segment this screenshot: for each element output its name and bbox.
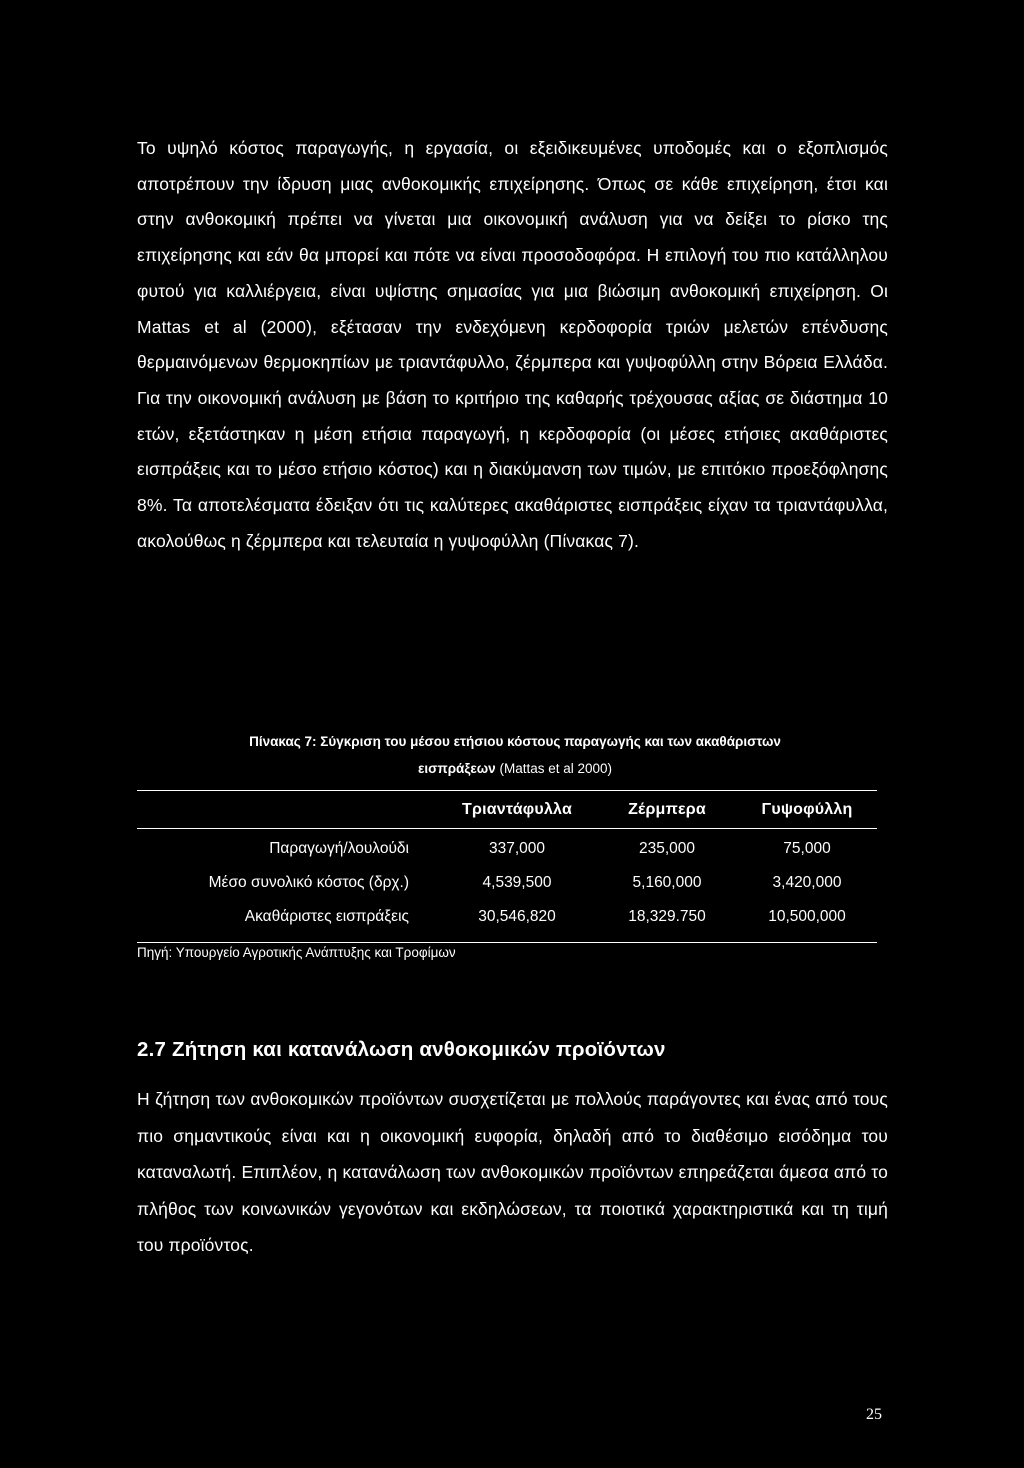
table-top-rule <box>137 790 877 791</box>
table-cell: 18,329.750 <box>628 908 706 925</box>
table-caption-citation: (Mattas et al 2000) <box>499 761 613 776</box>
table-source-note: Πηγή: Υπουργείο Αγροτικής Ανάπτυξης και Τροφίμων <box>137 945 456 960</box>
table-row <box>137 828 877 866</box>
page-number: 25 <box>866 1406 882 1423</box>
table-cell: 4,539,500 <box>482 874 552 891</box>
table-caption-title-cont: εισπράξεων <box>417 761 496 776</box>
table-cell: 5,160,000 <box>632 874 702 891</box>
table-bottom-rule <box>137 942 877 943</box>
table-row-label: Παραγωγή/λουλούδι <box>269 840 409 857</box>
table-row-label: Ακαθάριστες εισπράξεις <box>244 908 409 925</box>
table-header-cell: Ζέρμπερα <box>628 801 706 818</box>
table-header-cell: Γυψοφύλλη <box>761 801 853 818</box>
table-cell: 75,000 <box>783 840 831 857</box>
table-cell: 3,420,000 <box>772 874 842 891</box>
table-cell: 30,546,820 <box>478 908 556 925</box>
table-row <box>137 866 877 900</box>
table-caption-title: Πίνακας 7: Σύγκριση του μέσου ετήσιου κόστους παραγωγής και των ακαθάριστων <box>249 734 781 749</box>
table-header-cell <box>137 792 437 828</box>
table-row <box>137 900 877 934</box>
body-paragraph: Το υψηλό κόστος παραγωγής, η εργασία, οι εξειδικευμένες υποδομές και ο εξοπλισμός αποτρέπουν την ίδρυση μιας ανθοκομικής επιχείρησης. Όπως σε κάθε επιχείρηση, έτσι και στην ανθοκομική πρέπει να γίνεται μια οικονομική ανάλυση για να δείξει το ρίσκο της επιχείρησης και εάν θα μπορεί και πότε να είναι προσοδοφόρα. Η επιλογή του πιο κατάλληλου φυτού για καλλιέργεια, είναι υψίστης σημασίας για μια βιώσιμη ανθοκομική επιχείρηση. Οι Mattas et al (2000), εξέτασαν την ενδεχόμενη κερδοφορία τριών μελετών επένδυσης θερμαινόμενων θερμοκηπίων με τριαντάφυλλο, ζέρμπερα και γυψοφύλλη στην Βόρεια Ελλάδα. Για την οικονομική ανάλυση με βάση το κριτήριο της καθαρής τρέχουσας αξίας σε διάστημα 10 ετών, εξετάστηκαν η μέση ετήσια παραγωγή, η κερδοφορία (οι μέσες ετήσιες ακαθάριστες εισπράξεις και το μέσο ετήσιο κόστος) και η διακύμανση των τιμών, με επιτόκιο προεξόφλησης 8%. Τα αποτελέσματα έδειξαν ότι τις καλύτερες ακαθάριστες εισπράξεις είχαν τα τριαντάφυλλα, ακολούθως η ζέρμπερα και τελευταία η γυψοφύλλη (Πίνακας 7). <box>137 138 888 551</box>
comparison-table <box>137 792 877 934</box>
table-cell: 235,000 <box>638 840 696 857</box>
table-cell: 337,000 <box>488 840 546 857</box>
body-paragraph: Η ζήτηση των ανθοκομικών προϊόντων συσχετίζεται με πολλούς παράγοντες και ένας από τους πιο σημαντικούς είναι και η οικονομική ευφορία, δηλαδή από το διαθέσιμο εισόδημα του καταναλωτή. Επιπλέον, η κατανάλωση των ανθοκομικών προϊόντων επηρεάζεται άμεσα από το πλήθος των κοινωνικών γεγονότων και εκδηλώσεων, τα ποιοτικά χαρακτηριστικά και τη τιμή του προϊόντος. <box>137 1089 888 1256</box>
table-caption <box>120 728 910 782</box>
table-cell: 10,500,000 <box>768 908 846 925</box>
table-header-row <box>137 792 877 828</box>
table-header-cell: Τριαντάφυλλα <box>462 801 572 818</box>
section-heading: 2.7 Ζήτηση και κατανάλωση ανθοκομικών προϊόντων <box>137 1038 666 1061</box>
table-row-label: Μέσο συνολικό κόστος (δρχ.) <box>208 874 409 891</box>
